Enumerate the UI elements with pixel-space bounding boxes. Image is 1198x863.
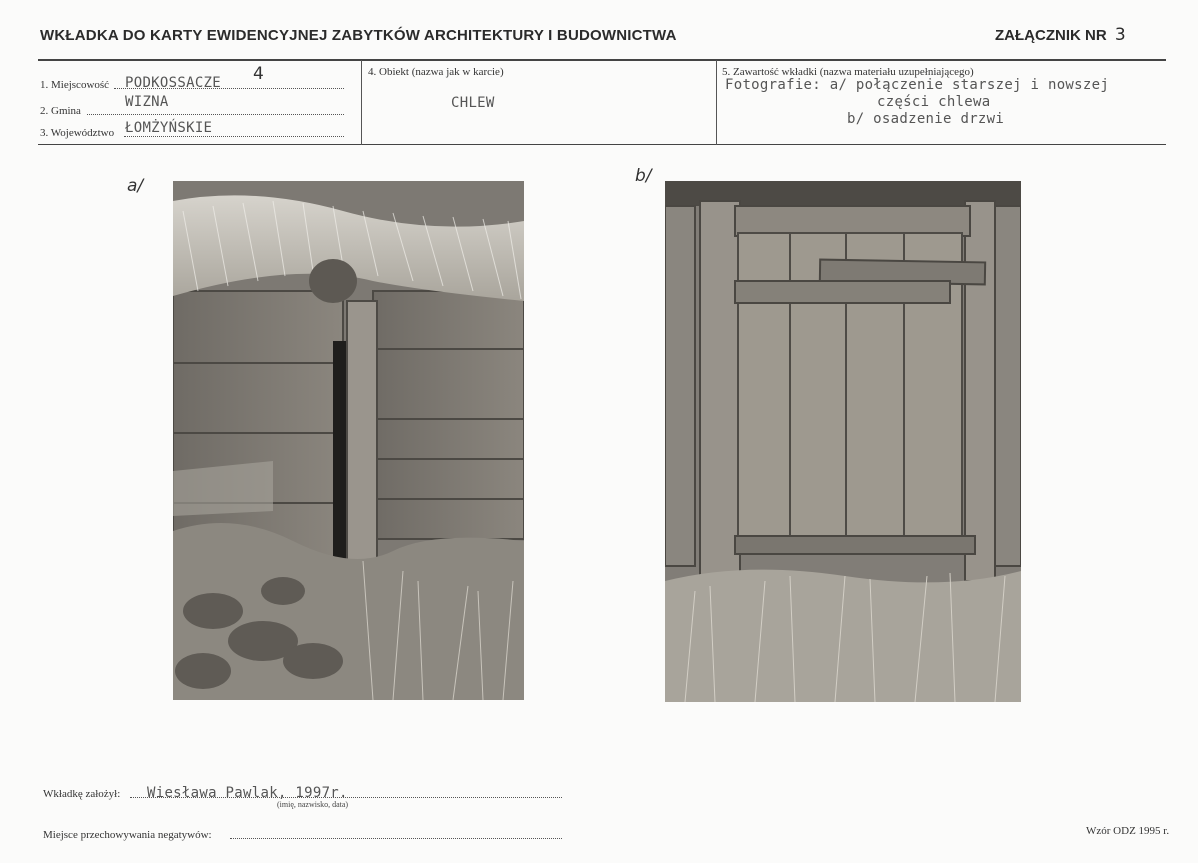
column-divider-1 [361,60,362,145]
gmina-value: WIZNA [125,94,169,110]
column-divider-2 [716,60,717,145]
negatywy-dots [230,838,562,839]
miejscowosc-handwritten-number: 4 [253,64,264,84]
miejscowosc-label: 1. Miejscowość [40,79,110,91]
negatywy-label: Miejsce przechowywania negatywów: [43,829,212,841]
form-title: WKŁADKA DO KARTY EWIDENCYJNEJ ZABYTKÓW ARCHITEKTURY I BUDOWNICTWA [40,27,677,44]
annex-label-text: ZAŁĄCZNIK NR [995,27,1107,44]
gmina-label: 2. Gmina [40,105,81,117]
header-rule-bottom [38,144,1166,145]
zalozyl-subnote: (imię, nazwisko, data) [277,800,349,809]
form-pattern-label: Wzór ODZ 1995 r. [1086,825,1170,837]
zawartosc-label: 5. Zawartość wkładki (nazwa materiału uzupełniającego) [722,66,974,78]
gmina-dots [87,114,344,115]
zawartosc-line-1: Fotografie: a/ połączenie starszej i nowszej [725,77,1110,93]
annex-label [995,25,1126,45]
obiekt-label: 4. Obiekt (nazwa jak w karcie) [368,66,504,78]
wojewodztwo-label: 3. Województwo [40,127,115,139]
photo-b-mark: b/ [635,166,652,186]
photo-a-wall-joint [173,181,524,700]
zawartosc-line-2: części chlewa [877,94,991,110]
annex-number: 3 [1114,25,1126,45]
wojewodztwo-value: ŁOMŻYŃSKIE [125,120,213,136]
photo-a-mark: a/ [127,176,144,196]
photo-a-image [173,181,524,700]
photo-b-image [665,181,1021,702]
zalozyl-value: Wiesława Pawlak, 1997r. [147,785,348,801]
zawartosc-line-3: b/ osadzenie drzwi [847,111,1005,127]
obiekt-value: CHLEW [451,95,495,111]
header-rule-top [38,59,1166,61]
zalozyl-label: Wkładkę założył: [43,788,121,800]
wojewodztwo-dots [124,136,344,137]
photo-b-door [665,181,1021,702]
miejscowosc-value: PODKOSSACZE [125,75,222,91]
